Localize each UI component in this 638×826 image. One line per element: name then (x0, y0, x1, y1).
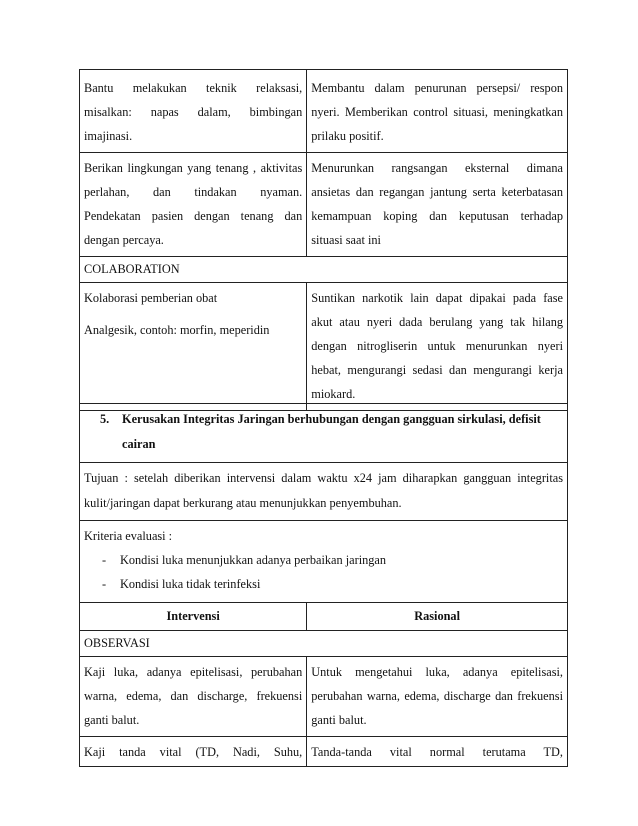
table-row (80, 657, 568, 737)
diagnosis-title-line: cairan (122, 437, 156, 451)
section-row (80, 631, 568, 657)
intervention-cell (80, 153, 307, 257)
cell-line: ganti balut. (84, 713, 140, 727)
table-row (80, 283, 568, 411)
cell-line: Tanda-tanda vital normal terutama TD, (311, 745, 563, 759)
intervention-cell (80, 283, 307, 411)
intervention-table-2 (79, 403, 568, 767)
cell-line: kemampuan koping dan keputusan terhadap (311, 209, 563, 223)
cell-line: warna, edema, dan discharge, frekuensi (84, 689, 303, 703)
cell-line: prilaku positif. (311, 129, 384, 143)
cell-line: perubahan warna, edema, discharge dan frekuensi (311, 689, 563, 703)
dash-bullet: - (102, 577, 107, 591)
section-label-observasi: OBSERVASI (80, 631, 568, 657)
goal-cell (80, 463, 568, 521)
cell-line: miokard. (311, 387, 356, 401)
cell-line: perlahan, dan tindakan nyaman. (84, 185, 303, 199)
goal-row (80, 463, 568, 521)
intervention-cell (80, 657, 307, 737)
cell-line: nyeri. Memberikan control situasi, meningkatkan (311, 105, 563, 119)
column-header-intervensi: Intervensi (80, 603, 307, 631)
rationale-cell (307, 657, 568, 737)
cell-line: situasi saat ini (311, 233, 381, 247)
cell-line: akut atau nyeri dada berulang yang tak hilang (311, 315, 563, 329)
cell-line: Kaji luka, adanya epitelisasi, perubahan (84, 665, 303, 679)
cell-line: misalkan: napas dalam, bimbingan (84, 105, 303, 119)
cell-line: Untuk mengetahui luka, adanya epitelisasi, (311, 665, 563, 679)
diagnosis-title-line: Kerusakan Integritas Jaringan berhubungan dengan gangguan sirkulasi, defisit (122, 412, 541, 426)
cell-line: ganti balut. (311, 713, 367, 727)
rationale-cell (307, 283, 568, 411)
criteria-list (84, 548, 563, 596)
cell-line: Kolaborasi pemberian obat (84, 291, 218, 305)
goal-line: Tujuan : setelah diberikan intervensi dalam waktu x24 jam diharapkan gangguan integritas (84, 471, 563, 485)
column-header-rasional: Rasional (307, 603, 568, 631)
cell-line: Bantu melakukan teknik relaksasi, (84, 81, 303, 95)
cell-line: Suntikan narkotik lain dapat dipakai pada fase (311, 291, 563, 305)
cell-line: Kaji tanda vital (TD, Nadi, Suhu, (84, 745, 303, 759)
diagnosis-title (80, 404, 568, 463)
cell-line: dengan percaya. (84, 233, 164, 247)
rationale-cell (307, 737, 568, 767)
criteria-cell (80, 521, 568, 603)
criteria-text: Kondisi luka menunjukkan adanya perbaikan jaringan (120, 553, 387, 567)
rationale-cell (307, 153, 568, 257)
section-label-collaboration: COLABORATION (80, 257, 568, 283)
diagnosis-number: 5. (100, 412, 110, 426)
cell-line: hebat, mengurangi sedasi dan mengurangi kerja (311, 363, 563, 377)
cell-line: Berikan lingkungan yang tenang , aktivitas (84, 161, 303, 175)
table-row (80, 153, 568, 257)
table-row (80, 737, 568, 767)
cell-line: Pendekatan pasien dengan tenang dan (84, 209, 303, 223)
criteria-label: Kriteria evaluasi : (84, 529, 173, 543)
cell-line: dengan nitrogliserin untuk menurunkan nyeri (311, 339, 563, 353)
cell-line: Analgesik, contoh: morfin, meperidin (84, 323, 270, 337)
section-row (80, 257, 568, 283)
dash-bullet: - (102, 553, 107, 567)
cell-line: ansietas dan regangan jantung serta keterbatasan (311, 185, 563, 199)
intervention-cell (80, 70, 307, 153)
goal-line: kulit/jaringan dapat berkurang atau menunjukkan penyembuhan. (84, 496, 402, 510)
criteria-row (80, 521, 568, 603)
rationale-cell (307, 70, 568, 153)
list-item (84, 572, 563, 596)
cell-line: imajinasi. (84, 129, 133, 143)
cell-line: Membantu dalam penurunan persepsi/ respon (311, 81, 563, 95)
header-row (80, 603, 568, 631)
intervention-cell (80, 737, 307, 767)
intervention-table-1 (79, 69, 568, 411)
diagnosis-title-row (80, 404, 568, 463)
criteria-text: Kondisi luka tidak terinfeksi (120, 577, 261, 591)
table-row (80, 70, 568, 153)
cell-line: Menurunkan rangsangan eksternal dimana (311, 161, 563, 175)
list-item (84, 548, 563, 572)
